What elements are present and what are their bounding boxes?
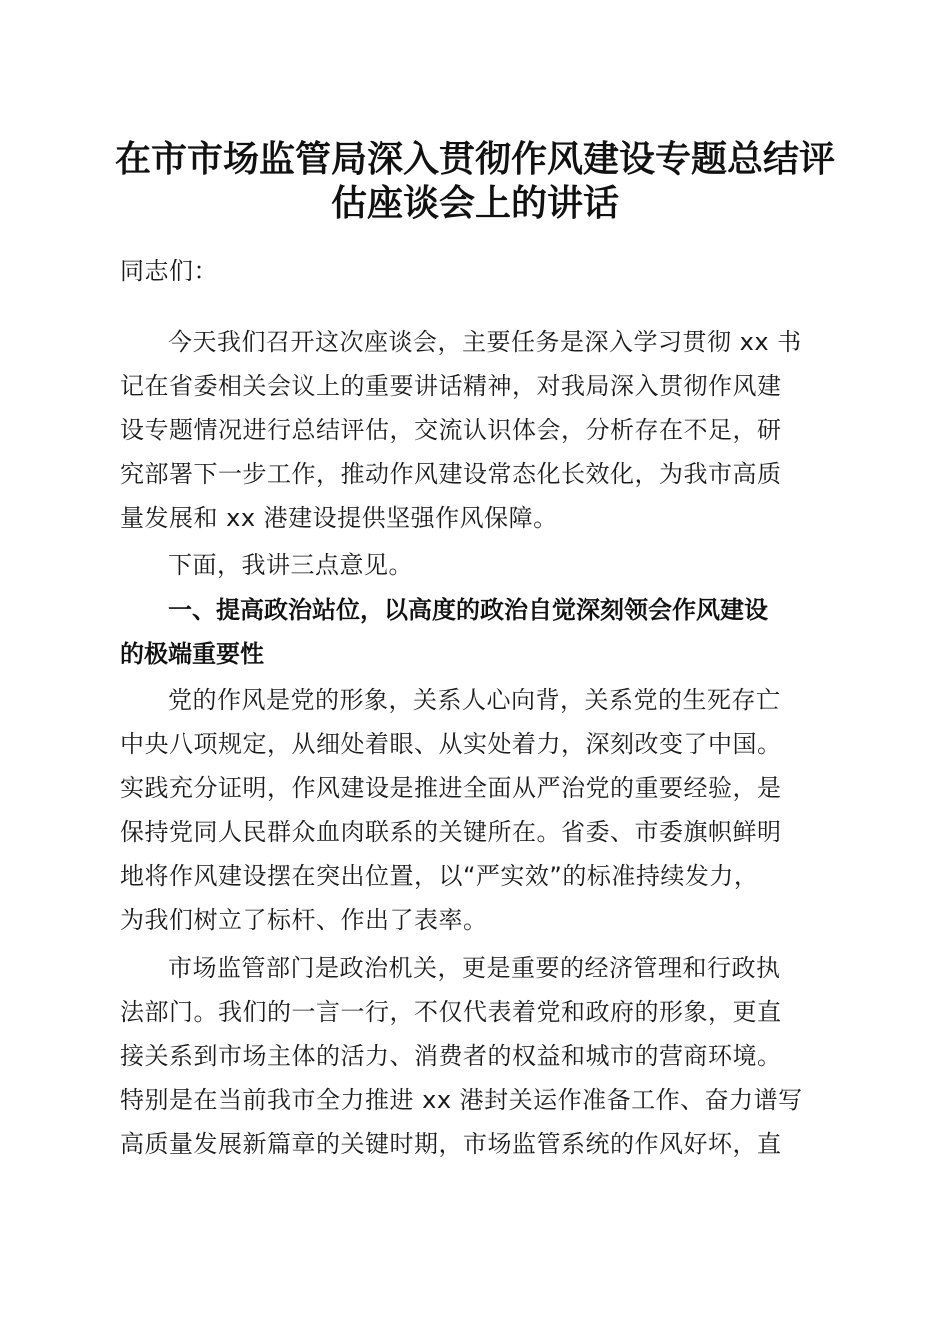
paragraph-3-line-4: 保持党同人民群众血肉联系的关键所在。省委、市委旗帜鲜明 — [120, 818, 782, 846]
paragraph-4-line-3: 接关系到市场主体的活力、消费者的权益和城市的营商环境。 — [120, 1042, 782, 1070]
document-title-line-1: 在市市场监管局深入贯彻作风建设专题总结评 — [114, 138, 835, 180]
paragraph-3-line-2: 中央八项规定，从细处着眼、从实处着力，深刻改变了中国。 — [120, 730, 782, 758]
salutation: 同志们： — [120, 257, 218, 285]
paragraph-1-line-5: 量发展和 xx 港建设提供坚强作风保障。 — [120, 504, 558, 532]
paragraph-1-line-3: 设专题情况进行总结评估，交流认识体会，分析存在不足，研 — [120, 416, 782, 444]
document-title-line-2: 估座谈会上的讲话 — [330, 182, 619, 224]
paragraph-4-line-2: 法部门。我们的一言一行，不仅代表着党和政府的形象，更直 — [120, 998, 782, 1026]
paragraph-1-line-4: 究部署下一步工作，推动作风建设常态化长效化，为我市高质 — [120, 460, 782, 488]
paragraph-4-line-4: 特别是在当前我市全力推进 xx 港封关运作准备工作、奋力谱写 — [120, 1086, 803, 1114]
paragraph-2: 下面，我讲三点意见。 — [168, 551, 413, 579]
paragraph-1-line-2: 记在省委相关会议上的重要讲话精神，对我局深入贯彻作风建 — [120, 372, 782, 400]
paragraph-3-line-1: 党的作风是党的形象，关系人心向背，关系党的生死存亡 — [168, 686, 781, 714]
paragraph-4-line-5: 高质量发展新篇章的关键时期，市场监管系统的作风好坏，直 — [120, 1130, 782, 1158]
paragraph-3-line-6: 为我们树立了标杆、作出了表率。 — [120, 906, 488, 934]
paragraph-4-line-1: 市场监管部门是政治机关，更是重要的经济管理和行政执 — [168, 954, 781, 982]
section-heading-1-line-2: 的极端重要性 — [120, 640, 264, 668]
paragraph-3-line-5: 地将作风建设摆在突出位置，以“严实效”的标准持续发力， — [120, 862, 759, 890]
section-heading-1-line-1: 一、提高政治站位，以高度的政治自觉深刻领会作风建设 — [168, 596, 768, 624]
paragraph-3-line-3: 实践充分证明，作风建设是推进全面从严治党的重要经验，是 — [120, 774, 782, 802]
paragraph-1-line-1: 今天我们召开这次座谈会，主要任务是深入学习贯彻 xx 书 — [168, 328, 802, 356]
